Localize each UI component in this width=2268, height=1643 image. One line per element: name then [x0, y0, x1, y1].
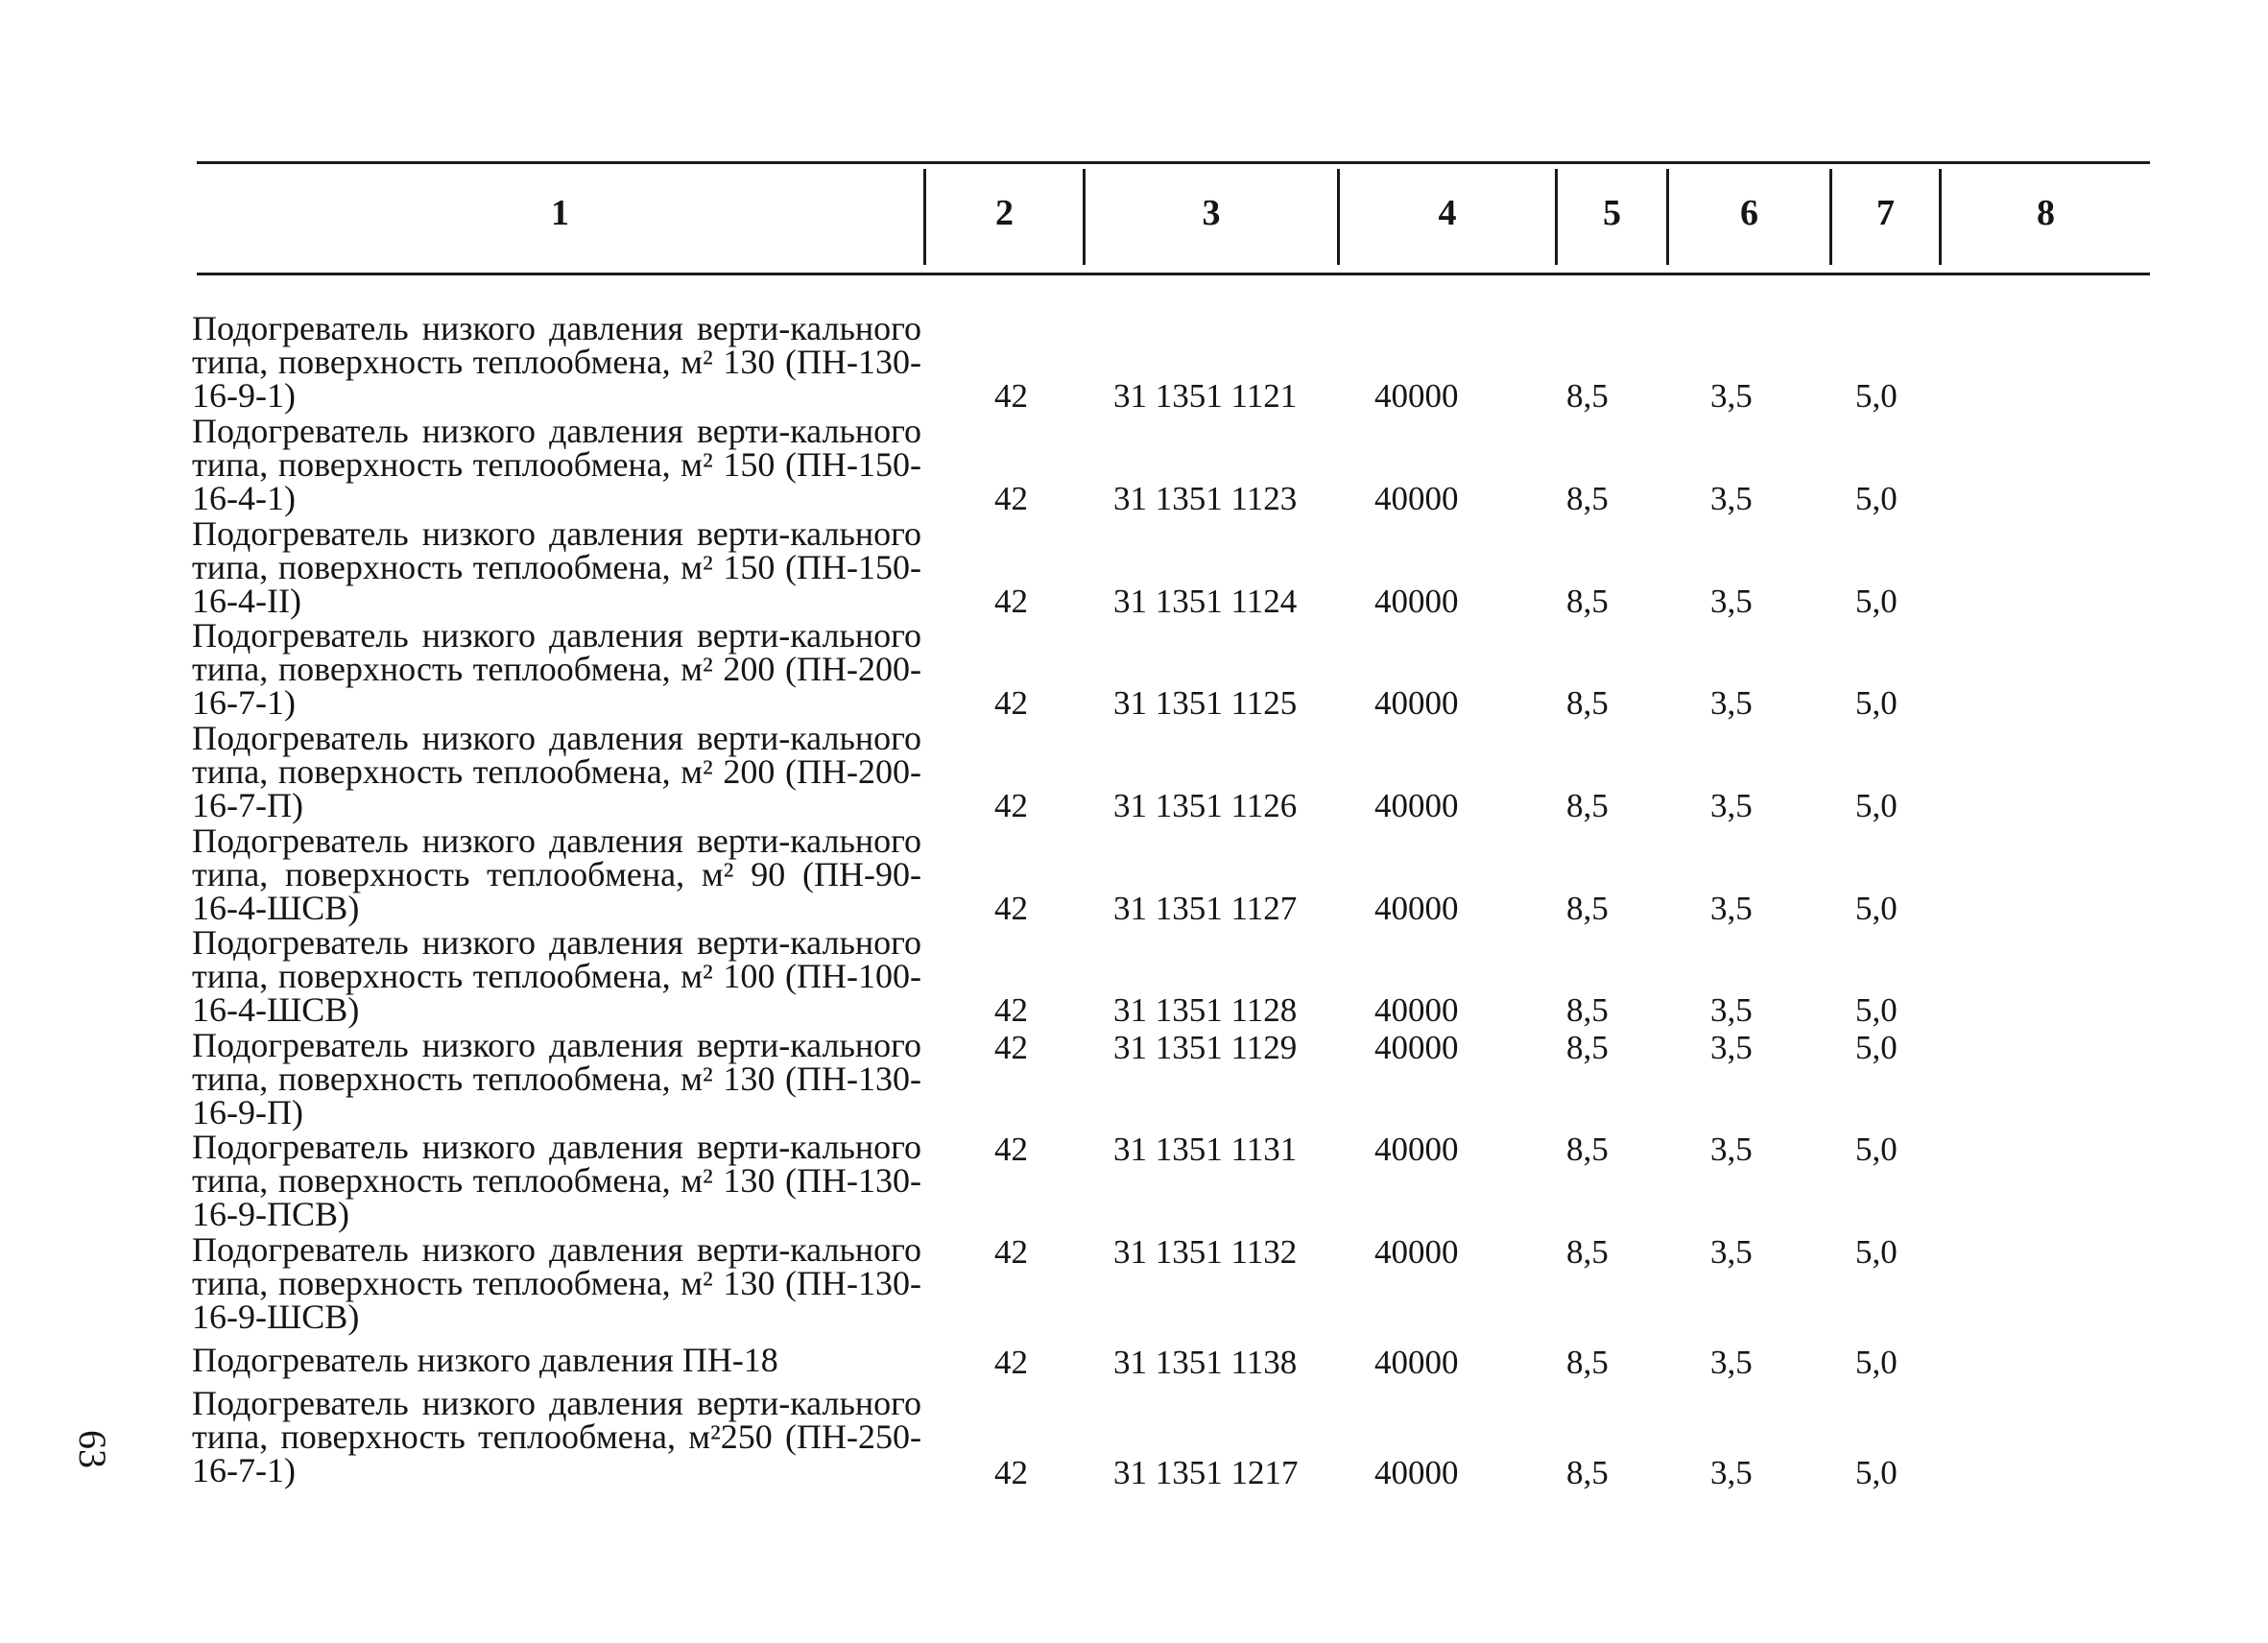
item-description: Подогреватель низкого давления верти-кального типа, поверхность теплообмена, м² 130 (ПН-130-16-9-ПСВ)	[192, 1128, 921, 1233]
cell-col-7: 5,0	[1855, 1131, 1898, 1168]
cell-col-4: 40000	[1374, 1344, 1459, 1381]
cell-col-6: 3,5	[1710, 991, 1753, 1029]
cell-col-4: 40000	[1374, 787, 1459, 824]
cell-col-7: 5,0	[1855, 583, 1898, 620]
cell-col-6: 3,5	[1710, 1344, 1753, 1381]
header-col-3: 3	[1202, 193, 1221, 233]
cell-col-3: 31 1351 1128	[1113, 991, 1298, 1029]
cell-col-2: 42	[994, 1233, 1028, 1271]
cell-col-5: 8,5	[1566, 583, 1609, 620]
cell-col-5: 8,5	[1566, 1454, 1609, 1491]
cell-col-2: 42	[994, 890, 1028, 927]
item-description: Подогреватель низкого давления верти-кального типа, поверхность теплообмена, м² 100 (ПН-100-16-4-ШСВ)	[192, 923, 921, 1029]
cell-col-3: 31 1351 1124	[1113, 583, 1298, 620]
page-number: 63	[71, 1430, 114, 1468]
cell-col-7: 5,0	[1855, 1029, 1898, 1066]
cell-col-6: 3,5	[1710, 1233, 1753, 1271]
cell-col-5: 8,5	[1566, 991, 1609, 1029]
cell-col-6: 3,5	[1710, 480, 1753, 517]
cell-col-7: 5,0	[1855, 1454, 1898, 1491]
cell-col-4: 40000	[1374, 1131, 1459, 1168]
cell-col-4: 40000	[1374, 684, 1459, 722]
item-description: Подогреватель низкого давления ПН-18	[192, 1341, 778, 1379]
cell-col-7: 5,0	[1855, 1344, 1898, 1381]
header-col-6: 6	[1740, 193, 1758, 233]
header-col-5: 5	[1603, 193, 1621, 233]
header-col-2: 2	[995, 193, 1014, 233]
cell-col-3: 31 1351 1217	[1113, 1454, 1299, 1491]
cell-col-2: 42	[994, 1344, 1028, 1381]
cell-col-3: 31 1351 1125	[1113, 684, 1298, 722]
cell-col-6: 3,5	[1710, 377, 1753, 415]
cell-col-5: 8,5	[1566, 1029, 1609, 1066]
header-bottom-rule	[197, 273, 2150, 275]
cell-col-4: 40000	[1374, 1233, 1459, 1271]
cell-col-4: 40000	[1374, 890, 1459, 927]
cell-col-3: 31 1351 1127	[1113, 890, 1298, 927]
cell-col-2: 42	[994, 377, 1028, 415]
item-description: Подогреватель низкого давления верти-кального типа, поверхность теплообмена, м² 130 (ПН-130-16-9-ШСВ)	[192, 1230, 921, 1336]
cell-col-7: 5,0	[1855, 480, 1898, 517]
cell-col-3: 31 1351 1132	[1113, 1233, 1298, 1271]
cell-col-3: 31 1351 1123	[1113, 480, 1298, 517]
cell-col-4: 40000	[1374, 480, 1459, 517]
cell-col-5: 8,5	[1566, 684, 1609, 722]
cell-col-6: 3,5	[1710, 1029, 1753, 1066]
cell-col-7: 5,0	[1855, 787, 1898, 824]
cell-col-7: 5,0	[1855, 1233, 1898, 1271]
cell-col-7: 5,0	[1855, 377, 1898, 415]
cell-col-6: 3,5	[1710, 684, 1753, 722]
cell-col-5: 8,5	[1566, 890, 1609, 927]
cell-col-5: 8,5	[1566, 1131, 1609, 1168]
cell-col-2: 42	[994, 1029, 1028, 1066]
cell-col-5: 8,5	[1566, 1344, 1609, 1381]
cell-col-2: 42	[994, 991, 1028, 1029]
header-col-4: 4	[1438, 193, 1457, 233]
cell-col-2: 42	[994, 583, 1028, 620]
cell-col-5: 8,5	[1566, 480, 1609, 517]
header-col-8: 8	[2037, 193, 2055, 233]
header-top-rule	[197, 161, 2150, 164]
cell-col-6: 3,5	[1710, 787, 1753, 824]
cell-col-4: 40000	[1374, 377, 1459, 415]
cell-col-4: 40000	[1374, 991, 1459, 1029]
item-description: Подогреватель низкого давления верти-кального типа, поверхность теплообмена, м²250 (ПН-250-16-7-1)	[192, 1384, 921, 1489]
item-description: Подогреватель низкого давления верти-кального типа, поверхность теплообмена, м² 200 (ПН-200-16-7-П)	[192, 719, 921, 824]
cell-col-6: 3,5	[1710, 1454, 1753, 1491]
cell-col-2: 42	[994, 787, 1028, 824]
cell-col-4: 40000	[1374, 1454, 1459, 1491]
cell-col-4: 40000	[1374, 1029, 1459, 1066]
header-col-1: 1	[551, 193, 569, 233]
cell-col-5: 8,5	[1566, 787, 1609, 824]
item-description: Подогреватель низкого давления верти-кального типа, поверхность теплообмена, м² 200 (ПН-200-16-7-1)	[192, 616, 921, 722]
item-description: Подогреватель низкого давления верти-кального типа, поверхность теплообмена, м² 130 (ПН-130-16-9-1)	[192, 309, 921, 415]
cell-col-2: 42	[994, 480, 1028, 517]
cell-col-3: 31 1351 1138	[1113, 1344, 1298, 1381]
cell-col-2: 42	[994, 1131, 1028, 1168]
cell-col-6: 3,5	[1710, 583, 1753, 620]
cell-col-3: 31 1351 1121	[1113, 377, 1298, 415]
cell-col-2: 42	[994, 1454, 1028, 1491]
cell-col-5: 8,5	[1566, 377, 1609, 415]
header-col-7: 7	[1876, 193, 1895, 233]
cell-col-6: 3,5	[1710, 1131, 1753, 1168]
cell-col-3: 31 1351 1131	[1113, 1131, 1298, 1168]
cell-col-3: 31 1351 1126	[1113, 787, 1298, 824]
item-description: Подогреватель низкого давления верти-кального типа, поверхность теплообмена, м² 90 (ПН-90-16-4-ШСВ)	[192, 822, 921, 927]
cell-col-4: 40000	[1374, 583, 1459, 620]
cell-col-6: 3,5	[1710, 890, 1753, 927]
cell-col-7: 5,0	[1855, 991, 1898, 1029]
cell-col-3: 31 1351 1129	[1113, 1029, 1298, 1066]
item-description: Подогреватель низкого давления верти-кального типа, поверхность теплообмена, м² 150 (ПН-150-16-4-II)	[192, 514, 921, 620]
cell-col-5: 8,5	[1566, 1233, 1609, 1271]
item-description: Подогреватель низкого давления верти-кального типа, поверхность теплообмена, м² 150 (ПН-150-16-4-1)	[192, 412, 921, 517]
cell-col-7: 5,0	[1855, 684, 1898, 722]
cell-col-2: 42	[994, 684, 1028, 722]
cell-col-7: 5,0	[1855, 890, 1898, 927]
item-description: Подогреватель низкого давления верти-кального типа, поверхность теплообмена, м² 130 (ПН-130-16-9-П)	[192, 1026, 921, 1131]
